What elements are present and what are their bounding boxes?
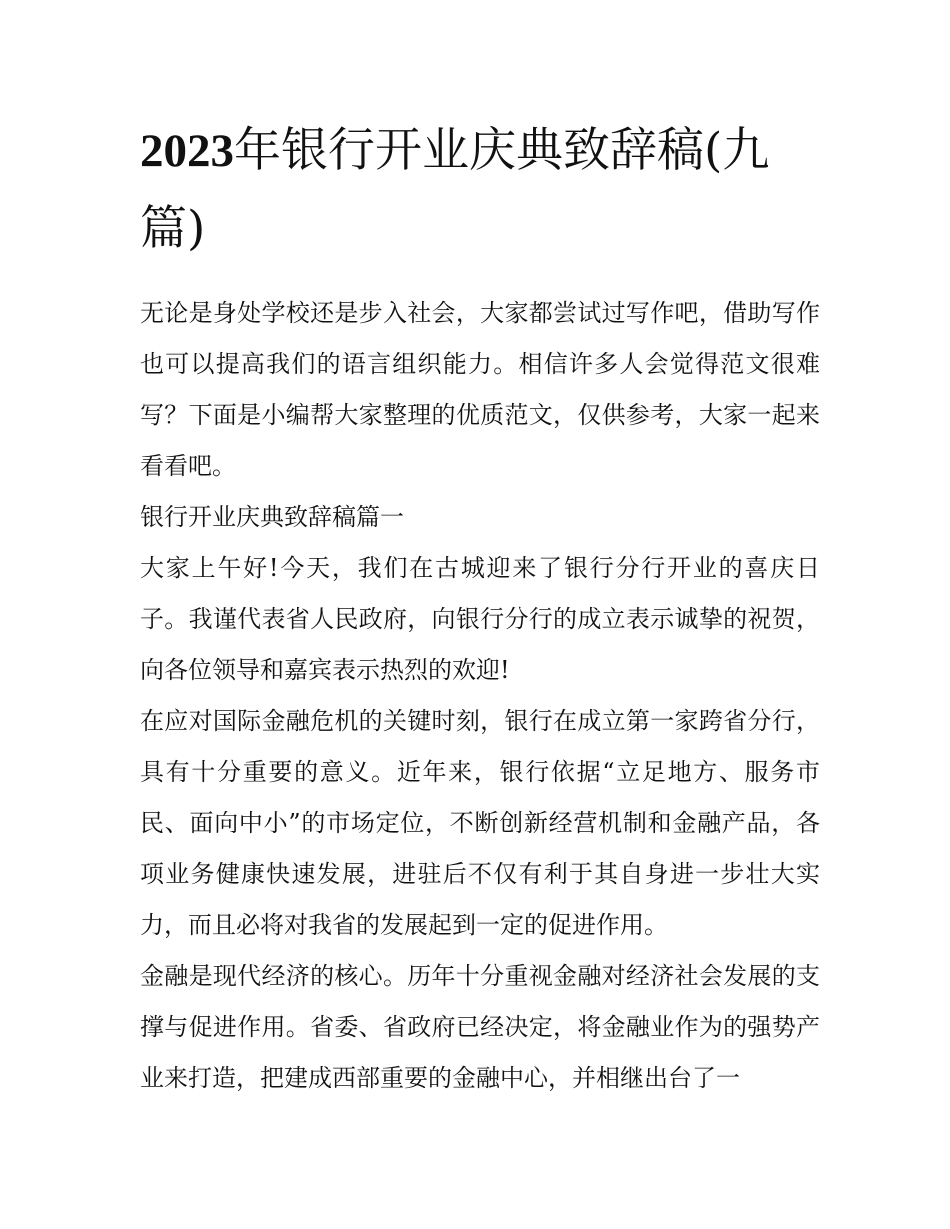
intro-paragraph: 无论是身处学校还是步入社会，大家都尝试过写作吧，借助写作也可以提高我们的语言组织能力。相信许多人会觉得范文很难写？下面是小编帮大家整理的优质范文，仅供参考，大家一起来看看吧。 bbox=[140, 299, 820, 480]
section-heading: 银行开业庆典致辞稿篇一 bbox=[140, 503, 404, 531]
document-title bbox=[140, 112, 820, 267]
title-year: 2023 bbox=[140, 125, 234, 177]
document-page bbox=[140, 112, 820, 1104]
title-text: 年银行开业庆典致辞稿(九篇) bbox=[140, 123, 770, 256]
body-paragraph-2: 在应对国际金融危机的关键时刻，银行在成立第一家跨省分行，具有十分重要的意义。近年来，银行依据“立足地方、服务市民、面向中小”的市场定位，不断创新经营机制和金融产品，各项业务健康快速发展，进驻后不仅有利于其自身进一步壮大实力，而且必将对我省的发展起到一定的促进作用。 bbox=[140, 707, 820, 939]
body-paragraph-3: 金融是现代经济的核心。历年十分重视金融对经济社会发展的支撑与促进作用。省委、省政府已经决定，将金融业作为的强势产业来打造，把建成西部重要的金融中心，并相继出台了一 bbox=[140, 962, 820, 1092]
body-paragraph-1: 大家上午好!今天，我们在古城迎来了银行分行开业的喜庆日子。我谨代表省人民政府，向银行分行的成立表示诚挚的祝贺，向各位领导和嘉宾表示热烈的欢迎! bbox=[140, 554, 820, 684]
